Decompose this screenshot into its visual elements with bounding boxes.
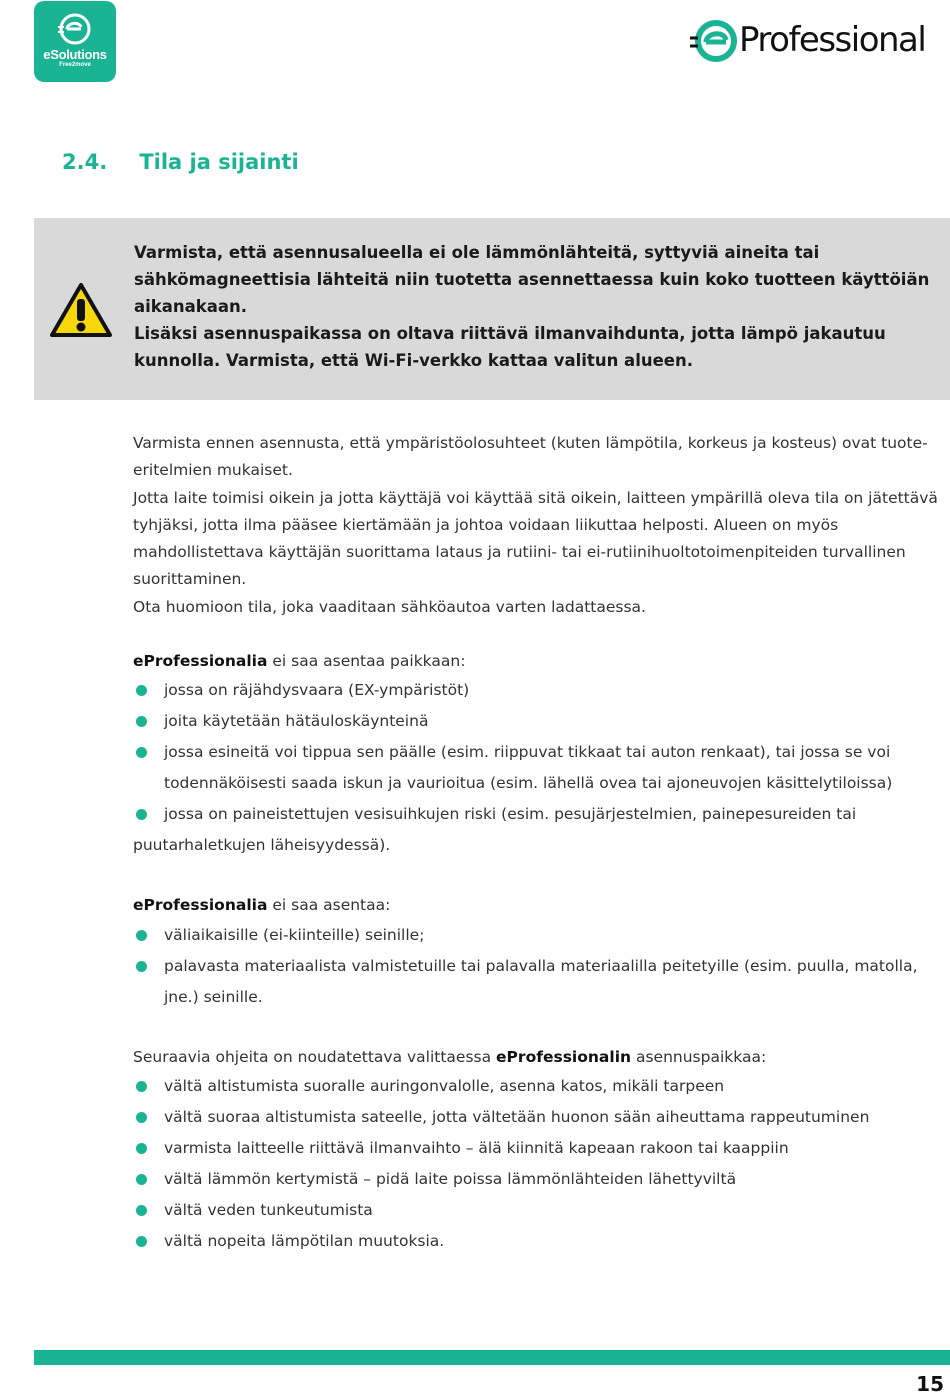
list-item: vältä nopeita lämpötilan muutoksia. — [133, 1226, 945, 1257]
esolutions-mark-icon — [34, 11, 116, 47]
footer-bar — [34, 1350, 950, 1365]
intro-paragraph-1: Varmista ennen asennusta, että ympäristöolosuhteet (kuten lämpötila, korkeus ja kosteus) ovat tuote-eritelmien mukaiset. — [133, 434, 928, 480]
list-item: väliaikaisille (ei-kiinteille) seinille; — [133, 920, 945, 951]
warning-paragraph-2: Lisäksi asennuspaikassa on oltava riittävä ilmanvaihdunta, jotta lämpö jakautuu kunnolla. Varmista, että Wi-Fi-verkko kattaa valitun alueen. — [134, 324, 886, 370]
list-item: jossa on paineistettujen vesisuihkujen riski (esim. pesujärjestelmien, painepesureiden tai puutarhaletkujen läheisyydessä). — [133, 799, 945, 861]
list3 — [133, 1071, 945, 1257]
list-item: vältä altistumista suoralle auringonvalolle, asenna katos, mikäli tarpeen — [133, 1071, 945, 1102]
warning-triangle-icon — [48, 281, 114, 339]
eprofessional-logo — [688, 18, 950, 66]
intro-paragraph-2: Jotta laite toimisi oikein ja jotta käyttäjä voi käyttää sitä oikein, laitteen ympärillä oleva tila on jätettävä tyhjäksi, jotta ilma pääsee kiertämään ja johtoa voidaan liikuttaa helposti. Alueen on myös mahdollistettava käyttäjän suorittama lataus ja rutiini- tai ei-rutiinihuoltotoimenpiteiden turvallinen suorittaminen. — [133, 488, 938, 589]
main-content — [133, 430, 945, 1257]
esolutions-logo — [34, 1, 116, 82]
list-item: vältä veden tunkeutumista — [133, 1195, 945, 1226]
warning-paragraph-1: Varmista, että asennusalueella ei ole lämmönlähteitä, syttyviä aineita tai sähkömagneettisia lähteitä niin tuotetta asennettaessa kuin koko tuotteen käyttöiän aikanakaan. — [134, 243, 930, 316]
warning-text — [134, 239, 934, 374]
esolutions-sub-text: Free2move — [59, 62, 91, 68]
list2-lead — [133, 892, 945, 919]
list-item: joita käytetään hätäuloskäynteinä — [133, 706, 945, 737]
eprofessional-wordmark: Professional — [739, 20, 926, 60]
list1-lead — [133, 648, 945, 675]
section-number: 2.4. — [62, 150, 108, 174]
list1 — [133, 675, 945, 861]
list-item: jossa esineitä voi tippua sen päälle (esim. riippuvat tikkaat tai auton renkaat), tai jossa se voi todennäköisesti saada iskun ja vaurioitua (esim. lähellä ovea tai ajoneuvojen käsittelytiloissa) — [133, 737, 945, 799]
list-item: vältä lämmön kertymistä – pidä laite poissa lämmönlähteiden lähettyviltä — [133, 1164, 945, 1195]
list3-lead-post: asennuspaikkaa: — [631, 1047, 767, 1066]
list-item: jossa on räjähdysvaara (EX-ympäristöt) — [133, 675, 945, 706]
intro-paragraph-3: Ota huomioon tila, joka vaaditaan sähköautoa varten ladattaessa. — [133, 597, 646, 616]
list2-lead-rest: ei saa asentaa: — [267, 896, 391, 915]
eprofessional-mark-icon — [688, 18, 740, 66]
list1-lead-rest: ei saa asentaa paikkaan: — [267, 652, 466, 671]
list3-lead-bold: eProfessionalin — [496, 1047, 632, 1066]
page-number: 15 — [916, 1372, 944, 1396]
list3-lead — [133, 1044, 945, 1071]
list2-lead-bold: eProfessionalia — [133, 896, 268, 915]
list1-lead-bold: eProfessionalia — [133, 652, 268, 671]
list3-lead-pre: Seuraavia ohjeita on noudatettava valittaessa — [133, 1047, 497, 1066]
section-heading — [62, 150, 299, 174]
list2 — [133, 920, 945, 1013]
warning-box — [34, 218, 950, 400]
esolutions-brand-text: eSolutions — [43, 47, 107, 62]
list-item: palavasta materiaalista valmistetuille tai palavalla materiaalilla peitetyille (esim. puulla, matolla, jne.) seinille. — [133, 951, 945, 1013]
list-item: vältä suoraa altistumista sateelle, jotta vältetään huonon sään aiheuttama rappeutuminen — [133, 1102, 945, 1133]
section-title: Tila ja sijainti — [139, 150, 299, 174]
list-item: varmista laitteelle riittävä ilmanvaihto – älä kiinnitä kapeaan rakoon tai kaappiin — [133, 1133, 945, 1164]
